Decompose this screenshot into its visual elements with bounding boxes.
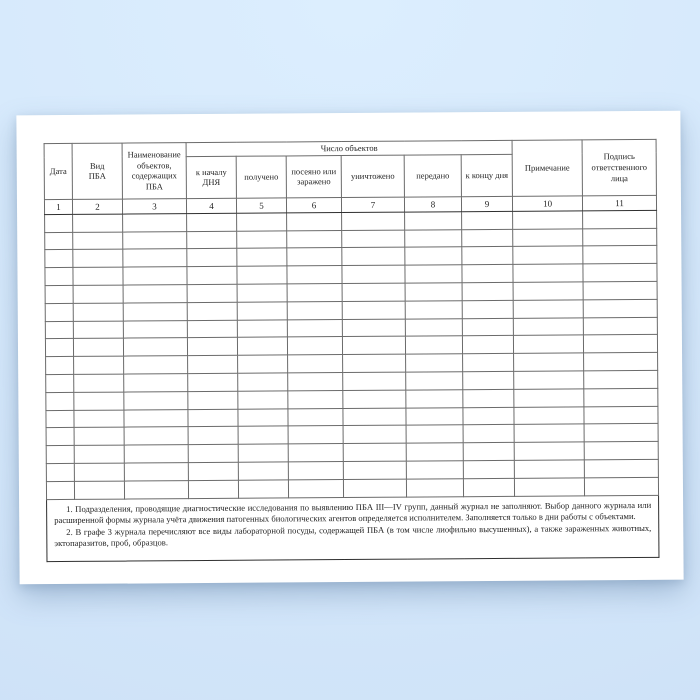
empty-cell	[187, 231, 237, 249]
empty-cell	[123, 320, 187, 338]
empty-cell	[343, 372, 406, 390]
empty-cell	[187, 338, 237, 356]
empty-cell	[45, 214, 73, 232]
empty-cell	[583, 281, 657, 299]
empty-cell	[342, 319, 405, 337]
empty-cell	[514, 353, 584, 371]
empty-cell	[514, 371, 584, 389]
empty-cell	[342, 301, 405, 319]
empty-cell	[238, 480, 288, 498]
empty-cell	[288, 444, 343, 462]
empty-cell	[73, 214, 123, 232]
empty-cell	[343, 390, 406, 408]
empty-cell	[287, 337, 342, 355]
empty-cell	[405, 318, 462, 336]
empty-cell	[237, 320, 287, 338]
column-number-cell: 1	[44, 199, 72, 214]
empty-cell	[462, 318, 513, 336]
empty-cell	[405, 265, 462, 283]
empty-cell	[583, 299, 657, 317]
empty-cell	[124, 463, 188, 481]
column-header-pba-type-label: Вид ПБА	[88, 160, 106, 182]
empty-cell	[583, 264, 657, 282]
empty-cell	[188, 356, 238, 374]
empty-cell	[463, 443, 514, 461]
empty-cell	[342, 212, 405, 230]
empty-cell	[583, 335, 657, 353]
empty-cell	[514, 389, 584, 407]
empty-cell	[123, 249, 187, 267]
empty-cell	[46, 392, 74, 410]
empty-cell	[46, 446, 74, 464]
empty-cell	[238, 391, 288, 409]
empty-cell	[74, 356, 124, 374]
empty-cell	[406, 461, 463, 479]
empty-cell	[123, 302, 187, 320]
column-header-received: получено	[236, 156, 286, 198]
empty-cell	[124, 391, 188, 409]
empty-cell	[187, 213, 237, 231]
paper-sheet	[16, 111, 683, 585]
empty-cell	[74, 410, 124, 428]
empty-cell	[584, 477, 658, 495]
footnote-2: 2. В графе 3 журнала перечисляют все виды лабораторной посуды, содержащей ПБА (в том числе лиофильно высушенных), а также зараженных животных, эктопаразитов, проб, образцов.	[54, 522, 652, 549]
empty-cell	[406, 407, 463, 425]
empty-cell	[583, 228, 657, 246]
empty-cell	[46, 428, 74, 446]
table-footnotes	[47, 495, 659, 561]
empty-cell	[406, 390, 463, 408]
empty-cell	[513, 318, 583, 336]
empty-cell	[46, 374, 74, 392]
empty-cell	[342, 230, 405, 248]
empty-cell	[187, 249, 237, 267]
empty-cell	[583, 317, 657, 335]
empty-cell	[123, 338, 187, 356]
empty-cell	[123, 214, 187, 232]
empty-cell	[462, 265, 513, 283]
column-header-seeded-infected: посеяно или заражено	[286, 155, 341, 197]
column-header-pba-type	[72, 143, 122, 199]
empty-cell	[342, 248, 405, 266]
empty-cell	[188, 409, 238, 427]
empty-cell	[74, 481, 124, 499]
empty-cell	[288, 390, 343, 408]
column-number-cell: 7	[341, 197, 404, 212]
column-header-date: Дата	[44, 143, 72, 199]
empty-cell	[45, 285, 73, 303]
empty-cell	[405, 283, 462, 301]
empty-cell	[514, 424, 584, 442]
empty-cell	[73, 303, 123, 321]
empty-cell	[46, 357, 74, 375]
column-header-day-end: к концу дня	[461, 154, 512, 196]
empty-cell	[238, 355, 288, 373]
empty-cell	[463, 354, 514, 372]
empty-cell	[188, 427, 238, 445]
empty-cell	[463, 389, 514, 407]
empty-cell	[45, 339, 73, 357]
empty-cell	[237, 231, 287, 249]
empty-cell	[513, 229, 583, 247]
table-body	[44, 195, 658, 499]
empty-cell	[238, 444, 288, 462]
empty-cell	[74, 445, 124, 463]
empty-cell	[343, 479, 406, 497]
empty-cell	[288, 479, 343, 497]
empty-cell	[584, 424, 658, 442]
empty-cell	[405, 247, 462, 265]
empty-cell	[513, 335, 583, 353]
empty-cell	[462, 282, 513, 300]
empty-cell	[238, 373, 288, 391]
empty-cell	[73, 321, 123, 339]
empty-cell	[45, 303, 73, 321]
empty-cell	[405, 336, 462, 354]
empty-cell	[74, 392, 124, 410]
empty-cell	[513, 264, 583, 282]
empty-cell	[513, 246, 583, 264]
empty-cell	[45, 232, 73, 250]
empty-cell	[462, 211, 513, 229]
empty-cell	[237, 248, 287, 266]
empty-cell	[73, 250, 123, 268]
empty-cell	[583, 210, 657, 228]
empty-cell	[124, 409, 188, 427]
column-header-destroyed: уничтожено	[341, 155, 404, 197]
empty-cell	[584, 459, 658, 477]
empty-cell	[188, 445, 238, 463]
empty-cell	[74, 463, 124, 481]
empty-cell	[123, 285, 187, 303]
empty-cell	[463, 425, 514, 443]
column-number-cell: 10	[512, 196, 582, 211]
empty-cell	[287, 230, 342, 248]
empty-cell	[287, 248, 342, 266]
empty-cell	[238, 462, 288, 480]
column-header-remark: Примечание	[512, 140, 582, 196]
empty-cell	[124, 356, 188, 374]
empty-cell	[343, 426, 406, 444]
column-number-cell: 5	[236, 198, 286, 213]
empty-cell	[514, 442, 584, 460]
empty-cell	[406, 479, 463, 497]
empty-cell	[238, 426, 288, 444]
empty-cell	[73, 339, 123, 357]
column-header-transferred: передано	[404, 155, 461, 197]
empty-cell	[462, 336, 513, 354]
empty-cell	[73, 285, 123, 303]
empty-cell	[584, 442, 658, 460]
empty-cell	[237, 337, 287, 355]
empty-cell	[288, 462, 343, 480]
empty-cell	[405, 229, 462, 247]
empty-cell	[584, 353, 658, 371]
empty-cell	[462, 300, 513, 318]
empty-cell	[187, 284, 237, 302]
group-header-object-count: Число объектов	[186, 140, 512, 156]
column-number-cell: 8	[404, 197, 461, 212]
column-header-day-start: к началу ДНЯ	[186, 156, 236, 198]
empty-cell	[287, 284, 342, 302]
empty-cell	[463, 407, 514, 425]
empty-cell	[406, 425, 463, 443]
empty-cell	[124, 480, 188, 498]
empty-cell	[513, 211, 583, 229]
empty-cell	[584, 370, 658, 388]
footnote-1: 1. Подразделения, проводящие диагностические исследования по выявлению ПБА III—IV групп, данный журнал не заполняют. Выбор данного журнала или расширенной формы журнала учёта движения патогенных биологических агентов определяется исполнителем. Заполняется только в дни работы с объектами.	[54, 499, 652, 526]
empty-cell	[406, 443, 463, 461]
empty-cell	[584, 406, 658, 424]
empty-cell	[514, 407, 584, 425]
column-number-cell: 6	[286, 197, 341, 212]
empty-cell	[188, 373, 238, 391]
empty-cell	[73, 267, 123, 285]
empty-cell	[288, 408, 343, 426]
empty-cell	[405, 212, 462, 230]
pba-register-table	[44, 139, 660, 562]
empty-cell	[187, 267, 237, 285]
empty-cell	[463, 478, 514, 496]
empty-cell	[463, 460, 514, 478]
empty-cell	[45, 250, 73, 268]
empty-cell	[288, 355, 343, 373]
empty-cell	[237, 302, 287, 320]
empty-cell	[584, 388, 658, 406]
empty-cell	[462, 229, 513, 247]
empty-cell	[343, 461, 406, 479]
empty-cell	[405, 301, 462, 319]
empty-cell	[287, 301, 342, 319]
empty-cell	[187, 320, 237, 338]
empty-cell	[463, 371, 514, 389]
empty-cell	[45, 268, 73, 286]
table-header	[44, 139, 656, 199]
empty-cell	[187, 302, 237, 320]
empty-cell	[124, 427, 188, 445]
empty-cell	[513, 282, 583, 300]
empty-cell	[287, 319, 342, 337]
empty-cell	[188, 391, 238, 409]
empty-cell	[46, 481, 74, 499]
column-number-cell: 9	[461, 196, 512, 211]
empty-cell	[343, 354, 406, 372]
empty-cell	[288, 373, 343, 391]
empty-cell	[342, 337, 405, 355]
empty-cell	[188, 462, 238, 480]
empty-cell	[124, 445, 188, 463]
empty-cell	[342, 265, 405, 283]
column-number-cell: 4	[186, 198, 236, 213]
empty-cell	[188, 480, 238, 498]
empty-cell	[45, 321, 73, 339]
footnotes-cell	[47, 495, 659, 561]
empty-cell	[124, 374, 188, 392]
empty-cell	[123, 267, 187, 285]
empty-cell	[462, 247, 513, 265]
empty-cell	[406, 372, 463, 390]
empty-cell	[237, 284, 287, 302]
empty-cell	[288, 426, 343, 444]
empty-cell	[237, 213, 287, 231]
empty-cell	[73, 232, 123, 250]
empty-cell	[342, 283, 405, 301]
empty-cell	[406, 354, 463, 372]
empty-cell	[74, 428, 124, 446]
column-number-cell: 3	[122, 199, 186, 214]
empty-cell	[123, 231, 187, 249]
column-header-signature: Подпись ответственного лица	[582, 139, 656, 195]
empty-cell	[583, 246, 657, 264]
column-number-cell: 2	[72, 199, 122, 214]
empty-cell	[46, 410, 74, 428]
empty-cell	[237, 266, 287, 284]
empty-cell	[513, 300, 583, 318]
empty-cell	[74, 374, 124, 392]
column-header-object-name: Наименование объектов, содержащих ПБА	[122, 143, 186, 199]
empty-cell	[287, 266, 342, 284]
empty-cell	[343, 408, 406, 426]
empty-cell	[343, 443, 406, 461]
empty-cell	[238, 409, 288, 427]
column-number-cell: 11	[582, 195, 656, 211]
empty-cell	[287, 212, 342, 230]
empty-cell	[46, 463, 74, 481]
empty-cell	[514, 478, 584, 496]
empty-cell	[514, 460, 584, 478]
